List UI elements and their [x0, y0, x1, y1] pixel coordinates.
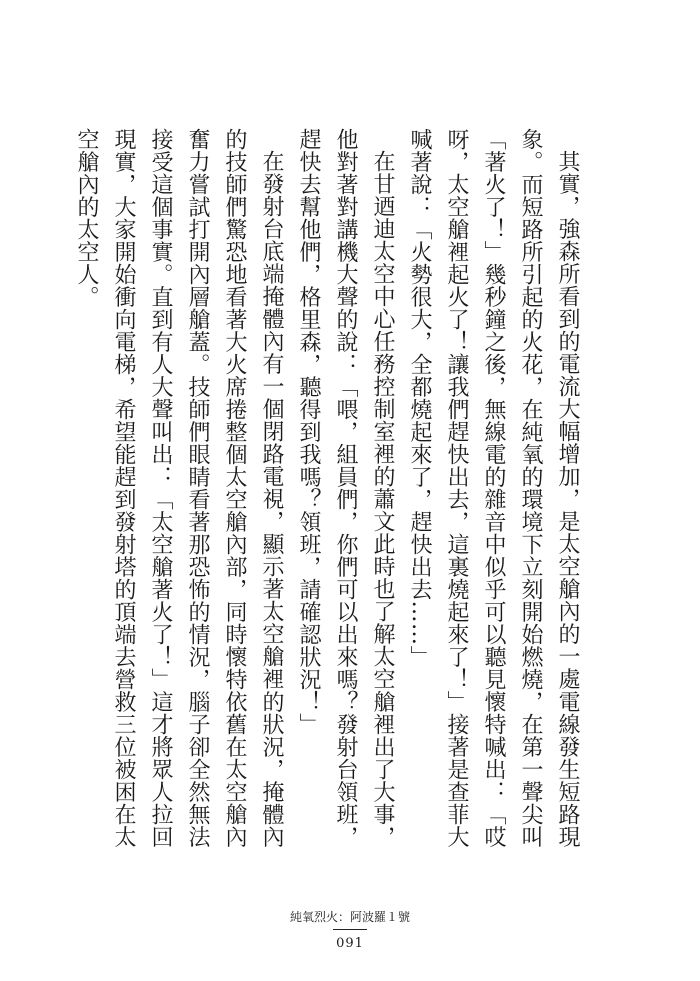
page-number: 091 [336, 936, 364, 951]
paragraph: 其實，強森所看到的電流大幅增加，是太空艙內的一處電線發生短路現象。而短路所引起的火花，在純氧的環境下立刻開始燃燒，在第一聲尖叫「著火了！」幾秒鐘之後，無線電的雜音中似乎可以聽見懷特喊出：「哎呀，太空艙裡起火了！讓我們趕快出去，這裏燒起來了！」接著是查菲大喊著說：「火勢很大，全都燒起來了，趕快出去……」 [407, 128, 580, 848]
page-footer [0, 908, 700, 951]
paragraph: 在發射台底端掩體內有一個閉路電視，顯示著太空艙裡的狀況，掩體內的技師們驚恐地看著大火席捲整個太空艙內部，同時懷特依舊在太空艙內奮力嘗試打開內層艙蓋。技師們眼睛看著那恐怖的情況，腦子卻全然無法接受這個事實。直到有人大聲叫出：「太空艙著火了！」這才將眾人拉回現實，大家開始衝向電梯，希望能趕到發射塔的頂端去營救三位被困在太空艙內的太空人。 [74, 128, 284, 848]
running-title: 純氧烈火：阿波羅１號 [289, 910, 410, 924]
body-text [68, 128, 586, 848]
paragraph: 在甘迺迪太空中心任務控制室裡的蕭文此時也了解太空艙裡出了大事，他對著對講機大聲的說：「喂，組員們，你們可以出來嗎？發射台領班，趕快去幫他們，格里森，聽得到我嗎？領班，請確認狀況！」 [296, 128, 395, 848]
footer-divider [333, 929, 367, 930]
